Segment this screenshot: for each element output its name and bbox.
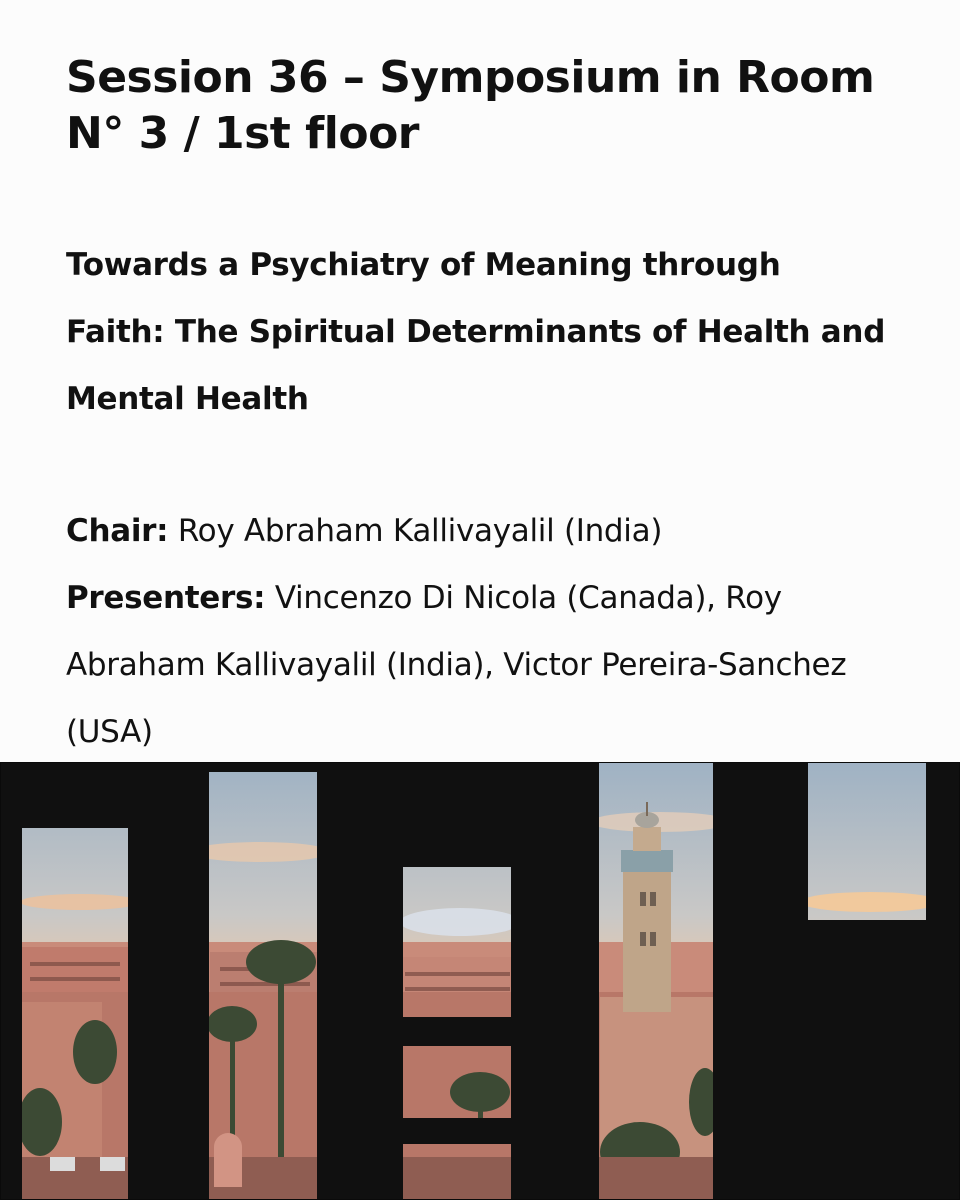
chair-line [66,498,886,565]
presenters-line [66,565,886,766]
session-title: Session 36 – Symposium in Room N° 3 / 1st floor [66,52,875,159]
window-grille-photo [0,762,960,1200]
chair-label: Chair: [66,513,169,549]
presenters-label: Presenters: [66,580,266,616]
photo-illustration [0,762,960,1200]
people-block [66,498,886,766]
chair-value: Roy Abraham Kallivayalil (India) [177,513,663,549]
talk-title: Towards a Psychiatry of Meaning through Faith: The Spiritual Determinants of Health and Mental Health [66,247,886,417]
presenters-value: Vincenzo Di Nicola (Canada), Roy Abraham Kallivayalil (India), Victor Pereira-Sanchez (USA) [66,580,847,750]
